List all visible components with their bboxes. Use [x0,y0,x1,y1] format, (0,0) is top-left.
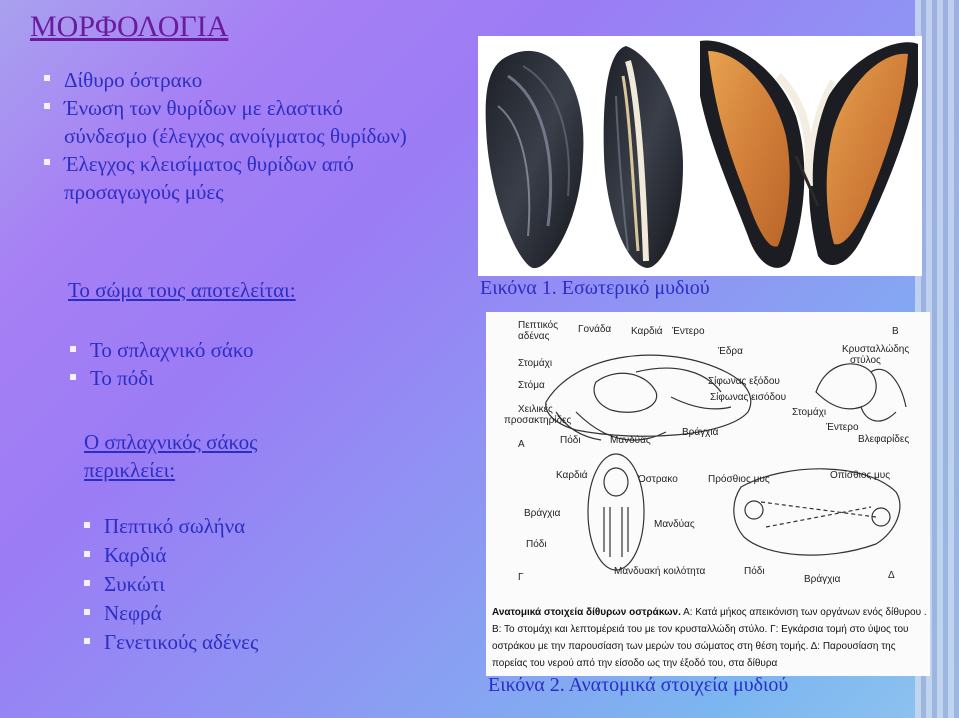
label-vlefarides: Βλεφαρίδες [858,434,910,445]
list-item-text: Έλεγχος κλεισίματος θυρίδων από προσαγωγούς μύες [64,152,354,204]
label-letter-a: Α [518,439,525,450]
label-mandyas-a: Μανδύας [610,435,651,446]
list-item-text: Συκώτι [104,572,165,596]
label-stoma: Στόμα [518,380,545,391]
page-title: ΜΟΡΦΟΛΟΓΙΑ [30,10,229,43]
label-kardia-a: Καρδιά [631,326,663,337]
square-bullet-icon [84,580,90,586]
square-bullet-icon [84,522,90,528]
list-item-text: Ένωση των θυρίδων με ελαστικό σύνδεσμο (έλεγχος ανοίγματος θυρίδων) [64,96,407,148]
diagram-caption [492,604,928,672]
diagram-caption-body: Α: Κατά μήκος απεικόνιση των οργάνων ενός δίθυρου . Β: Το στομάχι και λεπτομέρειά του με τον κρυσταλλώδη στύλο. Γ: Εγκάρσια τομή στο ύψος του οστράκου με την παρουσίαση των μερών του σώματος στη θέση τομής. Δ: Παρουσίαση της πορείας του νερού από την είσοδο ως την έξοδό του, στα δίθυρα [492,607,927,669]
label-sifonas-exodou: Σίφωνας εξόδου [708,376,780,387]
square-bullet-icon [70,346,76,352]
list-item [44,94,424,150]
list-item [84,628,258,657]
label-adenas: αδένας [518,331,550,342]
square-bullet-icon [44,159,50,165]
label-prosaktirides: προσακτηρίδες [504,415,572,426]
label-entero-a: Έντερο [672,326,705,337]
label-vragchia-a: Βράγχια [682,427,719,438]
label-peptikos: Πεπτικός [518,320,559,331]
label-cheilikes: Χειλικές [518,404,553,415]
label-gonada: Γονάδα [578,324,612,335]
diagram-figure-caption: Εικόνα 2. Ανατομικά στοιχεία μυδιού [488,674,789,696]
label-podi-g: Πόδι [526,539,547,550]
label-mandyas-g: Μανδύας [654,519,695,530]
label-vragchia-g: Βράγχια [524,508,561,519]
label-podi-a: Πόδι [560,435,581,446]
list-item [70,336,254,364]
half-open-mussel-image [604,46,683,268]
label-ostrako: Όστρακο [638,474,678,485]
list-item-text: Δίθυρο όστρακο [64,68,203,92]
anatomy-diagram [486,312,930,676]
square-bullet-icon [84,638,90,644]
list-item-text: Το πόδι [90,366,154,390]
list-item [84,512,258,541]
label-vragchia-d: Βράγχια [804,574,841,585]
label-prosthios: Πρόσθιος μυς [708,474,770,485]
diagram-caption-title: Ανατομικά στοιχεία δίθυρων οστράκων. [492,607,681,618]
sac-contents-list [84,512,258,657]
body-parts-list [70,336,254,392]
list-item-text: Νεφρά [104,601,162,625]
label-podi-d: Πόδι [744,566,765,577]
list-item [44,150,424,206]
open-mussel-image [700,40,918,267]
list-item [84,541,258,570]
label-mandyaki: Μανδυακή κοιλότητα [614,566,706,577]
label-letter-d: Δ [888,570,895,581]
label-stomachi-b: Στομάχι [792,407,827,418]
square-bullet-icon [44,75,50,81]
label-opisthios: Οπίσθιος μυς [830,470,891,481]
square-bullet-icon [44,103,50,109]
label-letter-g: Γ [518,572,524,583]
closed-mussel-image [486,51,584,268]
list-item-text: Πεπτικό σωλήνα [104,514,246,538]
list-item [84,570,258,599]
square-bullet-icon [70,374,76,380]
list-item-text: Το σπλαχνικό σάκο [90,338,254,362]
label-sifonas-eisodou: Σίφωνας εισόδου [710,392,787,403]
label-edra: Έδρα [718,346,743,357]
body-heading: Το σώμα τους αποτελείται: [68,278,296,302]
panel-g-drawing [588,454,644,570]
square-bullet-icon [84,551,90,557]
list-item [84,599,258,628]
square-bullet-icon [84,609,90,615]
sac-heading: Ο σπλαχνικός σάκος περικλείει: [84,430,258,482]
label-stomachi-a: Στομάχι [518,358,553,369]
list-item-text: Καρδιά [104,543,167,567]
mussel-photo [478,36,922,276]
label-stylos: στύλος [850,355,881,366]
photo-caption: Εικόνα 1. Εσωτερικό μυδιού [480,277,710,299]
list-item [44,66,424,94]
label-krystallodis: Κρυσταλλώδης [842,344,910,355]
features-list [44,66,424,206]
label-entero-b: Έντερο [826,422,859,433]
panel-b-drawing [816,364,906,421]
label-letter-b: Β [892,326,899,337]
list-item-text: Γενετικούς αδένες [104,630,259,654]
label-kardia-g: Καρδιά [556,470,588,481]
list-item [70,364,254,392]
